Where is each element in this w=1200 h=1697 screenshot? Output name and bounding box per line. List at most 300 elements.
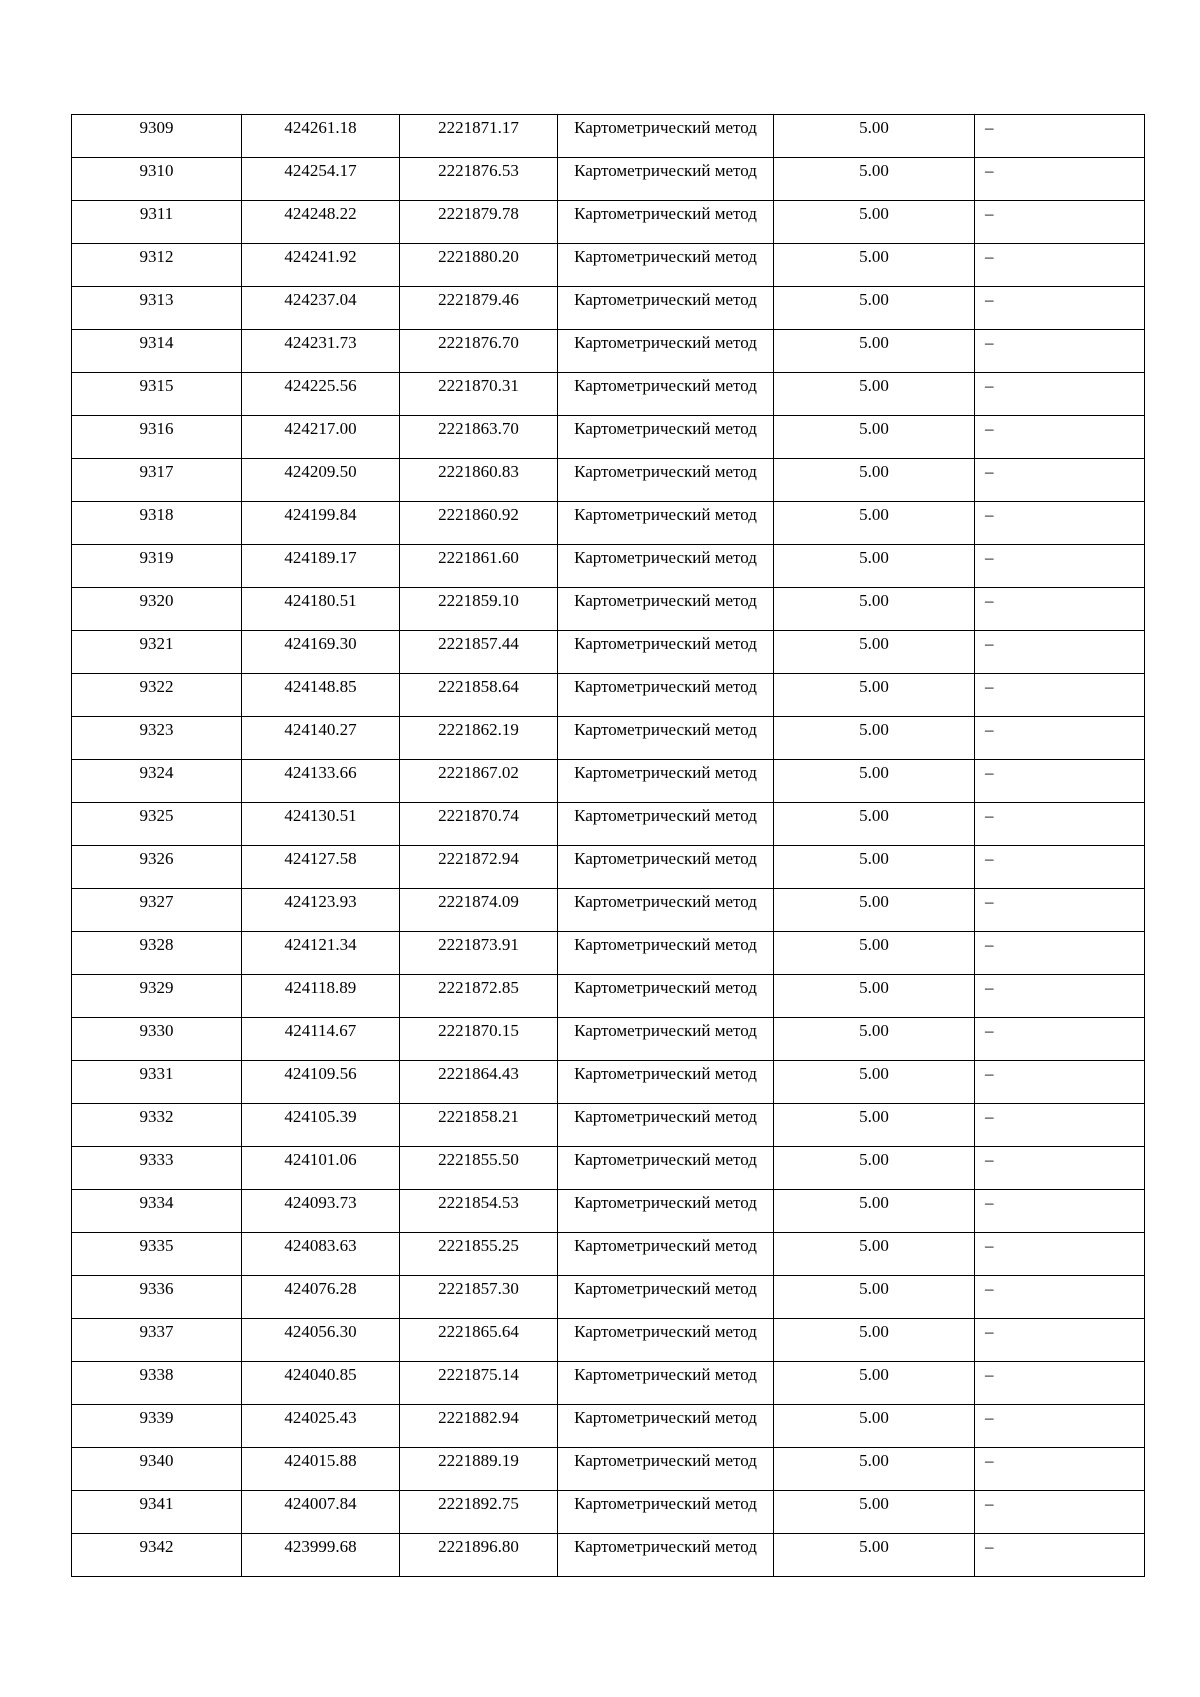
accuracy-value: 5.00 — [859, 634, 889, 653]
method-text: Картометрический метод — [574, 591, 757, 610]
accuracy-cell — [774, 287, 975, 330]
accuracy-cell — [774, 932, 975, 975]
point-number-cell — [72, 1061, 242, 1104]
note-cell — [975, 115, 1145, 158]
method-text: Картометрический метод — [574, 1451, 757, 1470]
point-number-cell — [72, 502, 242, 545]
x-coordinate: 424025.43 — [284, 1408, 357, 1427]
y-coordinate: 2221896.80 — [438, 1537, 519, 1556]
accuracy-value: 5.00 — [859, 1537, 889, 1556]
method-text: Картометрический метод — [574, 634, 757, 653]
note-dash: – — [985, 1107, 994, 1126]
y-coordinate: 2221872.85 — [438, 978, 519, 997]
method-text: Картометрический метод — [574, 1150, 757, 1169]
accuracy-cell — [774, 1104, 975, 1147]
point-number: 9329 — [139, 978, 174, 997]
y-coordinate: 2221876.53 — [438, 161, 519, 180]
y-coordinate: 2221858.21 — [438, 1107, 519, 1126]
accuracy-cell — [774, 889, 975, 932]
table-row — [72, 416, 1145, 459]
table-row — [72, 1147, 1145, 1190]
note-cell — [975, 803, 1145, 846]
x-coordinate-cell — [242, 631, 400, 674]
accuracy-value: 5.00 — [859, 1365, 889, 1384]
point-number: 9336 — [139, 1279, 174, 1298]
y-coordinate: 2221860.83 — [438, 462, 519, 481]
method-cell — [558, 1233, 774, 1276]
y-coordinate-cell — [400, 717, 558, 760]
y-coordinate: 2221857.44 — [438, 634, 519, 653]
point-number: 9332 — [139, 1107, 174, 1126]
x-coordinate-cell — [242, 244, 400, 287]
point-number: 9331 — [139, 1064, 174, 1083]
accuracy-value: 5.00 — [859, 247, 889, 266]
y-coordinate-cell — [400, 1061, 558, 1104]
y-coordinate-cell — [400, 1491, 558, 1534]
point-number: 9322 — [139, 677, 174, 696]
table-row — [72, 287, 1145, 330]
accuracy-cell — [774, 201, 975, 244]
note-dash: – — [985, 677, 994, 696]
accuracy-cell — [774, 1319, 975, 1362]
accuracy-value: 5.00 — [859, 1494, 889, 1513]
point-number: 9316 — [139, 419, 174, 438]
method-text: Картометрический метод — [574, 1408, 757, 1427]
point-number: 9323 — [139, 720, 174, 739]
y-coordinate-cell — [400, 1319, 558, 1362]
note-dash: – — [985, 1236, 994, 1255]
note-dash: – — [985, 591, 994, 610]
accuracy-value: 5.00 — [859, 376, 889, 395]
point-number-cell — [72, 803, 242, 846]
point-number-cell — [72, 889, 242, 932]
note-cell — [975, 1448, 1145, 1491]
accuracy-cell — [774, 244, 975, 287]
point-number-cell — [72, 201, 242, 244]
point-number: 9309 — [139, 118, 174, 137]
table-row — [72, 330, 1145, 373]
note-dash: – — [985, 763, 994, 782]
table-body — [72, 115, 1145, 1577]
accuracy-value: 5.00 — [859, 333, 889, 352]
accuracy-cell — [774, 717, 975, 760]
point-number-cell — [72, 588, 242, 631]
point-number-cell — [72, 1405, 242, 1448]
x-coordinate-cell — [242, 1233, 400, 1276]
note-cell — [975, 588, 1145, 631]
x-coordinate-cell — [242, 588, 400, 631]
x-coordinate: 424007.84 — [284, 1494, 357, 1513]
accuracy-value: 5.00 — [859, 1150, 889, 1169]
accuracy-cell — [774, 1018, 975, 1061]
accuracy-cell — [774, 1491, 975, 1534]
point-number: 9337 — [139, 1322, 174, 1341]
note-dash: – — [985, 1408, 994, 1427]
x-coordinate: 424130.51 — [284, 806, 357, 825]
x-coordinate-cell — [242, 1491, 400, 1534]
method-text: Картометрический метод — [574, 376, 757, 395]
method-text: Картометрический метод — [574, 1365, 757, 1384]
method-cell — [558, 1018, 774, 1061]
method-cell — [558, 1405, 774, 1448]
accuracy-value: 5.00 — [859, 1064, 889, 1083]
y-coordinate: 2221864.43 — [438, 1064, 519, 1083]
method-cell — [558, 416, 774, 459]
accuracy-cell — [774, 846, 975, 889]
y-coordinate: 2221871.17 — [438, 118, 519, 137]
table-row — [72, 459, 1145, 502]
accuracy-value: 5.00 — [859, 548, 889, 567]
note-dash: – — [985, 1064, 994, 1083]
note-dash: – — [985, 1451, 994, 1470]
note-cell — [975, 244, 1145, 287]
method-cell — [558, 1534, 774, 1577]
method-cell — [558, 1491, 774, 1534]
x-coordinate-cell — [242, 1448, 400, 1491]
x-coordinate: 424118.89 — [284, 978, 357, 997]
x-coordinate: 424209.50 — [284, 462, 357, 481]
point-number: 9318 — [139, 505, 174, 524]
point-number-cell — [72, 330, 242, 373]
point-number: 9313 — [139, 290, 174, 309]
x-coordinate: 424225.56 — [284, 376, 357, 395]
x-coordinate-cell — [242, 889, 400, 932]
method-cell — [558, 287, 774, 330]
table-row — [72, 1233, 1145, 1276]
method-text: Картометрический метод — [574, 247, 757, 266]
point-number-cell — [72, 287, 242, 330]
accuracy-cell — [774, 1534, 975, 1577]
y-coordinate: 2221876.70 — [438, 333, 519, 352]
method-cell — [558, 631, 774, 674]
note-dash: – — [985, 376, 994, 395]
note-dash: – — [985, 333, 994, 352]
x-coordinate: 424231.73 — [284, 333, 357, 352]
accuracy-cell — [774, 1061, 975, 1104]
point-number: 9325 — [139, 806, 174, 825]
y-coordinate-cell — [400, 631, 558, 674]
point-number: 9314 — [139, 333, 174, 352]
point-number: 9317 — [139, 462, 174, 481]
table-row — [72, 932, 1145, 975]
note-dash: – — [985, 505, 994, 524]
x-coordinate-cell — [242, 287, 400, 330]
y-coordinate-cell — [400, 1018, 558, 1061]
x-coordinate: 424056.30 — [284, 1322, 357, 1341]
table-row — [72, 115, 1145, 158]
accuracy-cell — [774, 760, 975, 803]
point-number-cell — [72, 1448, 242, 1491]
x-coordinate: 424121.34 — [284, 935, 357, 954]
table-row — [72, 889, 1145, 932]
accuracy-value: 5.00 — [859, 419, 889, 438]
x-coordinate-cell — [242, 1104, 400, 1147]
note-dash: – — [985, 1279, 994, 1298]
accuracy-value: 5.00 — [859, 1107, 889, 1126]
accuracy-cell — [774, 416, 975, 459]
note-dash: – — [985, 849, 994, 868]
method-text: Картометрический метод — [574, 419, 757, 438]
accuracy-cell — [774, 975, 975, 1018]
y-coordinate-cell — [400, 1190, 558, 1233]
table-row — [72, 373, 1145, 416]
point-number-cell — [72, 1233, 242, 1276]
point-number-cell — [72, 1491, 242, 1534]
accuracy-cell — [774, 158, 975, 201]
accuracy-cell — [774, 330, 975, 373]
method-cell — [558, 1190, 774, 1233]
x-coordinate-cell — [242, 330, 400, 373]
x-coordinate-cell — [242, 1190, 400, 1233]
table-row — [72, 502, 1145, 545]
note-cell — [975, 1061, 1145, 1104]
x-coordinate: 424241.92 — [284, 247, 357, 266]
method-cell — [558, 158, 774, 201]
note-cell — [975, 459, 1145, 502]
y-coordinate-cell — [400, 932, 558, 975]
point-number: 9339 — [139, 1408, 174, 1427]
method-text: Картометрический метод — [574, 161, 757, 180]
table-row — [72, 846, 1145, 889]
x-coordinate: 424105.39 — [284, 1107, 357, 1126]
y-coordinate-cell — [400, 330, 558, 373]
method-text: Картометрический метод — [574, 462, 757, 481]
accuracy-value: 5.00 — [859, 763, 889, 782]
x-coordinate-cell — [242, 459, 400, 502]
y-coordinate: 2221859.10 — [438, 591, 519, 610]
accuracy-cell — [774, 803, 975, 846]
x-coordinate-cell — [242, 674, 400, 717]
y-coordinate-cell — [400, 1362, 558, 1405]
x-coordinate-cell — [242, 373, 400, 416]
x-coordinate-cell — [242, 545, 400, 588]
x-coordinate-cell — [242, 1405, 400, 1448]
method-cell — [558, 373, 774, 416]
x-coordinate: 424076.28 — [284, 1279, 357, 1298]
accuracy-cell — [774, 1233, 975, 1276]
x-coordinate: 424093.73 — [284, 1193, 357, 1212]
y-coordinate: 2221872.94 — [438, 849, 519, 868]
accuracy-cell — [774, 1448, 975, 1491]
x-coordinate-cell — [242, 975, 400, 1018]
note-dash: – — [985, 1021, 994, 1040]
x-coordinate-cell — [242, 115, 400, 158]
y-coordinate-cell — [400, 201, 558, 244]
point-number-cell — [72, 373, 242, 416]
point-number: 9334 — [139, 1193, 174, 1212]
x-coordinate: 424140.27 — [284, 720, 357, 739]
note-dash: – — [985, 720, 994, 739]
point-number-cell — [72, 1104, 242, 1147]
y-coordinate-cell — [400, 1534, 558, 1577]
note-cell — [975, 1319, 1145, 1362]
table-row — [72, 717, 1145, 760]
table-row — [72, 1319, 1145, 1362]
y-coordinate-cell — [400, 1104, 558, 1147]
y-coordinate: 2221855.50 — [438, 1150, 519, 1169]
x-coordinate: 424189.17 — [284, 548, 357, 567]
accuracy-value: 5.00 — [859, 677, 889, 696]
table-row — [72, 803, 1145, 846]
accuracy-value: 5.00 — [859, 1408, 889, 1427]
table-row — [72, 588, 1145, 631]
point-number-cell — [72, 1018, 242, 1061]
accuracy-cell — [774, 502, 975, 545]
note-cell — [975, 1147, 1145, 1190]
table-row — [72, 1276, 1145, 1319]
note-dash: – — [985, 1494, 994, 1513]
accuracy-value: 5.00 — [859, 161, 889, 180]
coordinates-table — [71, 114, 1145, 1577]
method-cell — [558, 674, 774, 717]
accuracy-value: 5.00 — [859, 505, 889, 524]
x-coordinate-cell — [242, 502, 400, 545]
method-text: Картометрический метод — [574, 204, 757, 223]
method-cell — [558, 1104, 774, 1147]
y-coordinate: 2221854.53 — [438, 1193, 519, 1212]
table-row — [72, 975, 1145, 1018]
table-row — [72, 158, 1145, 201]
point-number-cell — [72, 1190, 242, 1233]
note-dash: – — [985, 161, 994, 180]
note-cell — [975, 416, 1145, 459]
point-number-cell — [72, 115, 242, 158]
x-coordinate-cell — [242, 201, 400, 244]
y-coordinate: 2221858.64 — [438, 677, 519, 696]
x-coordinate-cell — [242, 1534, 400, 1577]
method-cell — [558, 244, 774, 287]
y-coordinate-cell — [400, 373, 558, 416]
x-coordinate: 424109.56 — [284, 1064, 357, 1083]
table-row — [72, 1491, 1145, 1534]
method-cell — [558, 459, 774, 502]
point-number-cell — [72, 932, 242, 975]
y-coordinate-cell — [400, 459, 558, 502]
table-row — [72, 1362, 1145, 1405]
note-cell — [975, 158, 1145, 201]
y-coordinate: 2221862.19 — [438, 720, 519, 739]
y-coordinate-cell — [400, 803, 558, 846]
point-number: 9327 — [139, 892, 174, 911]
point-number: 9315 — [139, 376, 174, 395]
method-cell — [558, 1061, 774, 1104]
method-text: Картометрический метод — [574, 978, 757, 997]
point-number: 9319 — [139, 548, 174, 567]
y-coordinate: 2221874.09 — [438, 892, 519, 911]
note-cell — [975, 975, 1145, 1018]
note-cell — [975, 373, 1145, 416]
point-number: 9320 — [139, 591, 174, 610]
point-number: 9310 — [139, 161, 174, 180]
y-coordinate-cell — [400, 1147, 558, 1190]
y-coordinate: 2221860.92 — [438, 505, 519, 524]
accuracy-value: 5.00 — [859, 892, 889, 911]
x-coordinate-cell — [242, 760, 400, 803]
x-coordinate-cell — [242, 1147, 400, 1190]
note-dash: – — [985, 290, 994, 309]
note-dash: – — [985, 118, 994, 137]
y-coordinate: 2221880.20 — [438, 247, 519, 266]
method-text: Картометрический метод — [574, 1107, 757, 1126]
note-cell — [975, 631, 1145, 674]
method-text: Картометрический метод — [574, 849, 757, 868]
method-cell — [558, 588, 774, 631]
note-cell — [975, 1104, 1145, 1147]
y-coordinate-cell — [400, 416, 558, 459]
note-cell — [975, 1018, 1145, 1061]
accuracy-cell — [774, 545, 975, 588]
method-cell — [558, 115, 774, 158]
x-coordinate: 424083.63 — [284, 1236, 357, 1255]
table-row — [72, 1448, 1145, 1491]
method-text: Картометрический метод — [574, 1193, 757, 1212]
y-coordinate: 2221889.19 — [438, 1451, 519, 1470]
accuracy-value: 5.00 — [859, 591, 889, 610]
note-cell — [975, 717, 1145, 760]
method-cell — [558, 717, 774, 760]
point-number: 9324 — [139, 763, 174, 782]
method-text: Картометрический метод — [574, 118, 757, 137]
y-coordinate: 2221882.94 — [438, 1408, 519, 1427]
accuracy-cell — [774, 1362, 975, 1405]
point-number: 9342 — [139, 1537, 174, 1556]
accuracy-value: 5.00 — [859, 806, 889, 825]
table-row — [72, 674, 1145, 717]
table-row — [72, 1018, 1145, 1061]
x-coordinate-cell — [242, 1276, 400, 1319]
x-coordinate-cell — [242, 416, 400, 459]
accuracy-value: 5.00 — [859, 290, 889, 309]
method-text: Картометрический метод — [574, 333, 757, 352]
x-coordinate: 424040.85 — [284, 1365, 357, 1384]
note-dash: – — [985, 548, 994, 567]
method-cell — [558, 330, 774, 373]
y-coordinate-cell — [400, 502, 558, 545]
note-dash: – — [985, 935, 994, 954]
table-row — [72, 545, 1145, 588]
y-coordinate: 2221870.15 — [438, 1021, 519, 1040]
point-number-cell — [72, 545, 242, 588]
method-cell — [558, 975, 774, 1018]
accuracy-value: 5.00 — [859, 462, 889, 481]
point-number-cell — [72, 244, 242, 287]
note-cell — [975, 1233, 1145, 1276]
point-number: 9338 — [139, 1365, 174, 1384]
y-coordinate: 2221855.25 — [438, 1236, 519, 1255]
point-number: 9341 — [139, 1494, 174, 1513]
note-dash: – — [985, 806, 994, 825]
table-row — [72, 1061, 1145, 1104]
method-text: Картометрический метод — [574, 677, 757, 696]
method-text: Картометрический метод — [574, 1279, 757, 1298]
x-coordinate-cell — [242, 158, 400, 201]
method-cell — [558, 1276, 774, 1319]
note-dash: – — [985, 1537, 994, 1556]
accuracy-cell — [774, 115, 975, 158]
note-cell — [975, 674, 1145, 717]
point-number-cell — [72, 1362, 242, 1405]
y-coordinate: 2221873.91 — [438, 935, 519, 954]
note-dash: – — [985, 419, 994, 438]
method-text: Картометрический метод — [574, 1322, 757, 1341]
note-cell — [975, 330, 1145, 373]
y-coordinate-cell — [400, 975, 558, 1018]
accuracy-cell — [774, 1147, 975, 1190]
note-cell — [975, 1190, 1145, 1233]
method-text: Картометрический метод — [574, 548, 757, 567]
x-coordinate: 424123.93 — [284, 892, 357, 911]
table-row — [72, 631, 1145, 674]
